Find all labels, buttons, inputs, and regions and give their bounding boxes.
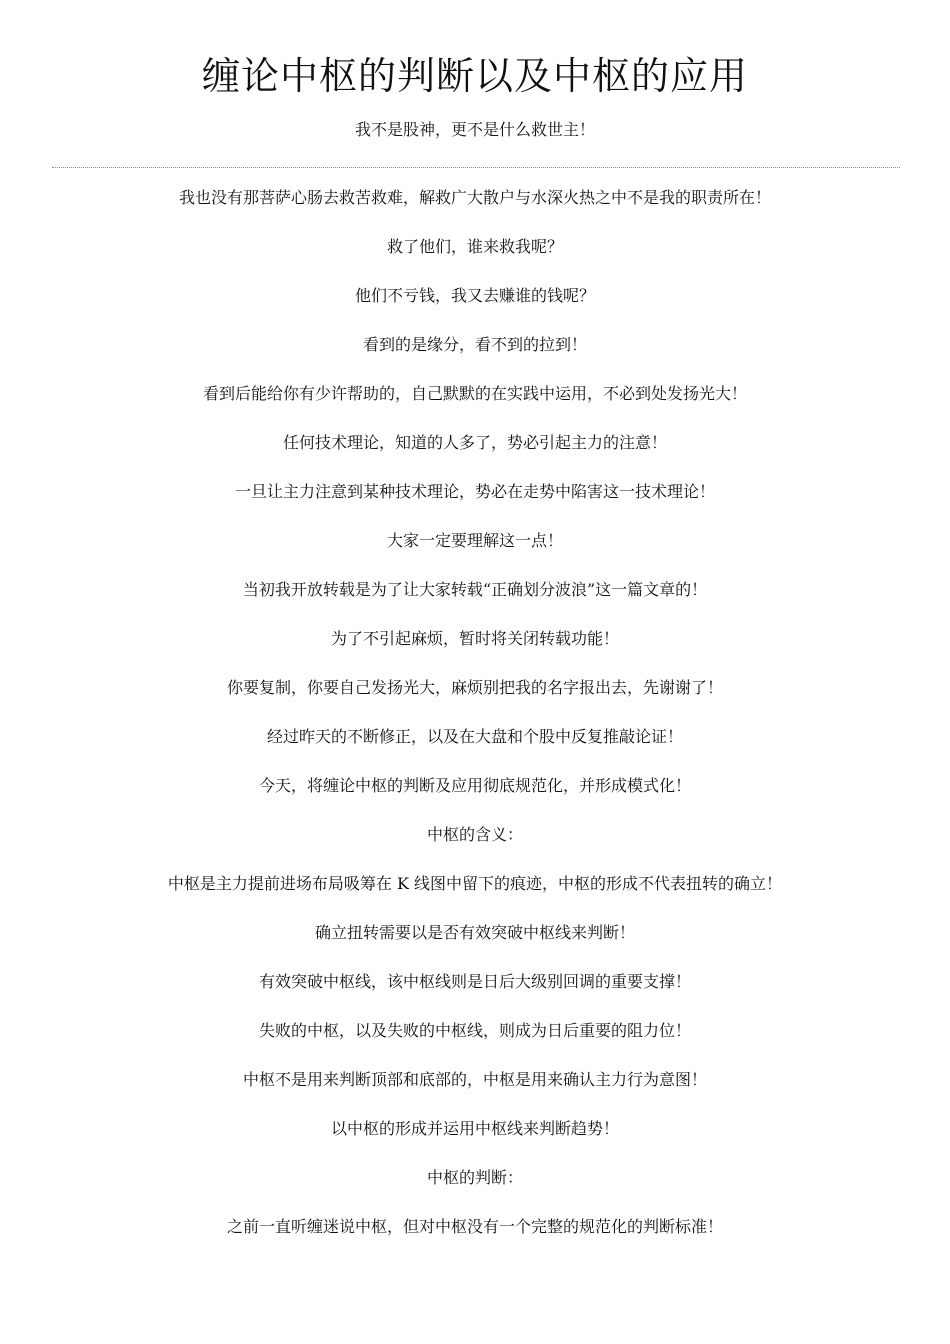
paragraph: 之前一直听缠迷说中枢，但对中枢没有一个完整的规范化的判断标准！ xyxy=(226,1217,723,1236)
paragraph: 失败的中枢，以及失败的中枢线，则成为日后重要的阻力位！ xyxy=(258,1021,691,1040)
paragraph: 确立扭转需要以是否有效突破中枢线来判断！ xyxy=(314,923,635,942)
body-paragraphs xyxy=(0,184,950,1262)
dotted-divider xyxy=(52,167,900,168)
paragraph: 中枢是主力提前进场布局吸筹在 K 线图中留下的痕迹，中枢的形成不代表扭转的确立！ xyxy=(167,874,783,893)
paragraph: 有效突破中枢线，该中枢线则是日后大级别回调的重要支撑！ xyxy=(258,972,691,991)
paragraph: 任何技术理论，知道的人多了，势必引起主力的注意！ xyxy=(282,433,667,452)
paragraph: 当初我开放转载是为了让大家转载“正确划分波浪”这一篇文章的！ xyxy=(242,580,708,599)
paragraph: 看到的是缘分，看不到的拉到！ xyxy=(362,335,587,354)
paragraph: 大家一定要理解这一点！ xyxy=(386,531,563,550)
paragraph: 救了他们，谁来救我呢？ xyxy=(386,237,563,256)
page-subtitle: 我不是股神，更不是什么救世主！ xyxy=(354,120,595,139)
section-heading: 中枢的判断： xyxy=(426,1168,523,1187)
paragraph: 你要复制，你要自己发扬光大，麻烦别把我的名字报出去，先谢谢了！ xyxy=(226,678,723,697)
paragraph: 以中枢的形成并运用中枢线来判断趋势！ xyxy=(330,1119,619,1138)
paragraph: 看到后能给你有少许帮助的，自己默默的在实践中运用，不必到处发扬光大！ xyxy=(202,384,747,403)
paragraph: 经过昨天的不断修正，以及在大盘和个股中反复推敲论证！ xyxy=(266,727,683,746)
paragraph: 为了不引起麻烦，暂时将关闭转载功能！ xyxy=(330,629,619,648)
paragraph: 今天，将缠论中枢的判断及应用彻底规范化，并形成模式化！ xyxy=(258,776,691,795)
paragraph: 他们不亏钱，我又去赚谁的钱呢？ xyxy=(354,286,595,305)
paragraph: 我也没有那菩萨心肠去救苦救难，解救广大散户与水深火热之中不是我的职责所在！ xyxy=(178,188,771,207)
paragraph: 中枢不是用来判断顶部和底部的，中枢是用来确认主力行为意图！ xyxy=(242,1070,707,1089)
section-heading: 中枢的含义： xyxy=(426,825,523,844)
paragraph: 一旦让主力注意到某种技术理论，势必在走势中陷害这一技术理论！ xyxy=(234,482,715,501)
page-title: 缠论中枢的判断以及中枢的应用 xyxy=(201,54,748,98)
